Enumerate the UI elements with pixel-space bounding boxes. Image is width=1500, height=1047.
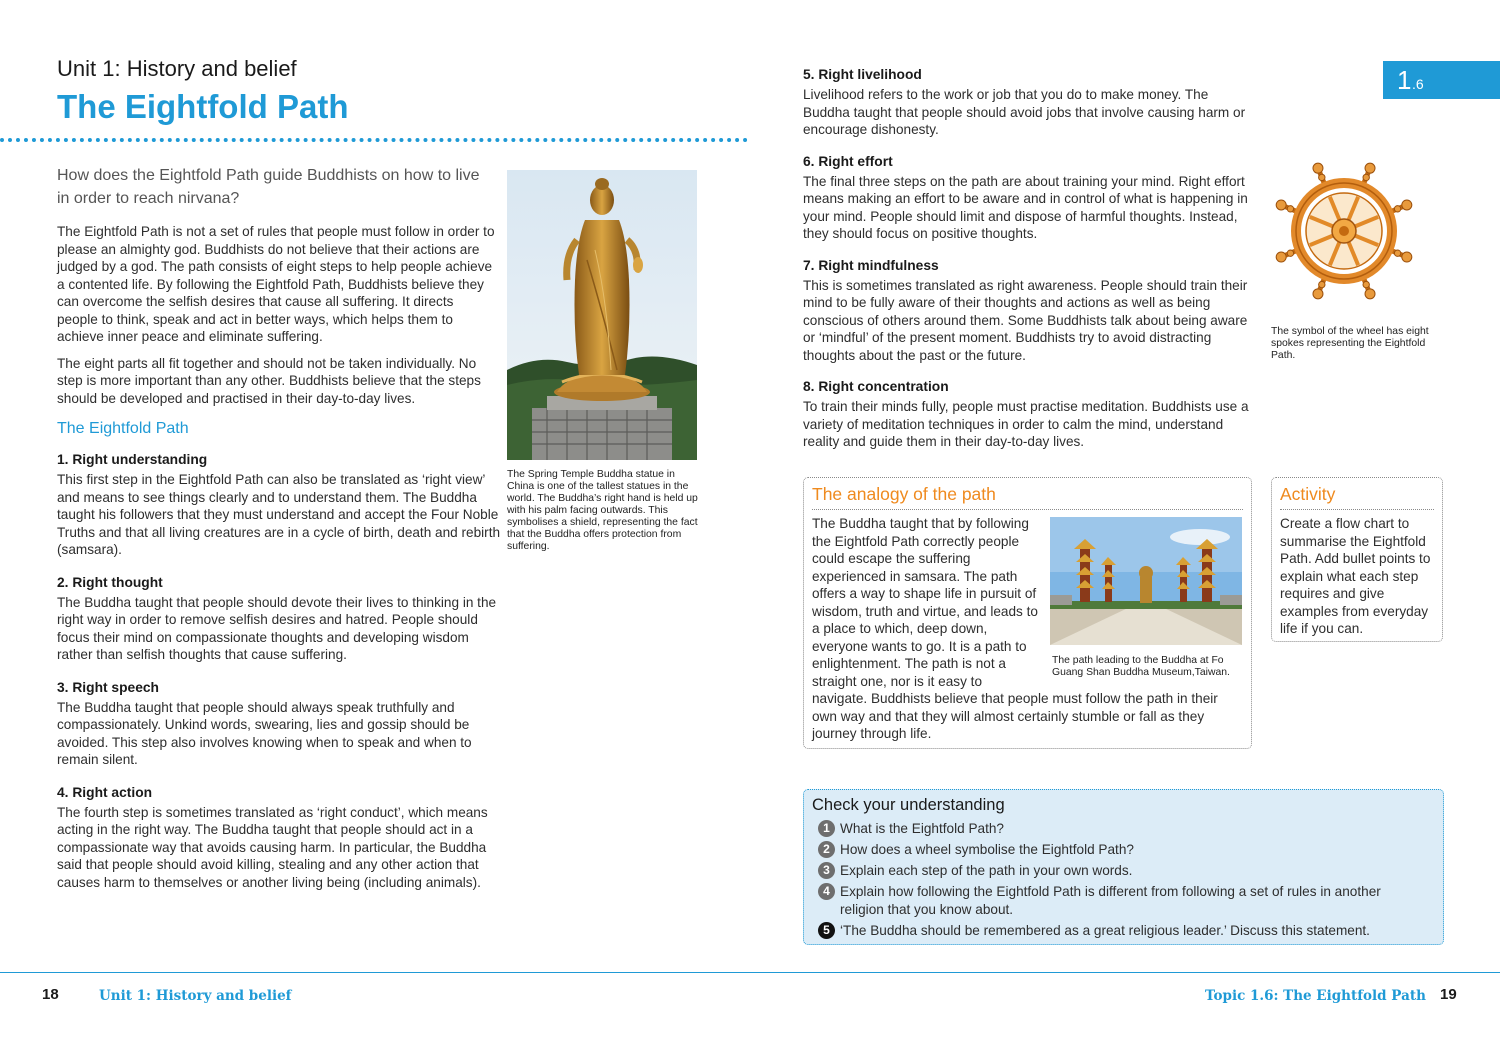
intro-text [57, 223, 497, 416]
buddha-statue-photo [507, 170, 697, 460]
step-text: Livelihood refers to the work or job that you do to make money. The Buddha taught that people should avoid jobs that involve causing harm or encourage dishonesty. [803, 87, 1246, 137]
question-number: 5 [818, 922, 835, 939]
step-4 [57, 785, 502, 892]
page-number-left: 18 [42, 986, 59, 1003]
question-text: Explain how following the Eightfold Path is different from following a set of rules in another religion that you know about. [840, 884, 1381, 917]
step-title: 6. Right effort [803, 153, 893, 169]
step-title: 8. Right concentration [803, 379, 949, 394]
step-5 [803, 67, 1258, 139]
analogy-paragraph: The Buddha taught that by following the Eightfold Path correctly people could escape the suffering experienced in samsara. The path offers a way to shape life in pursuit of wisdom, truth and virtue, and leads to a place to which, deep down, everyone wants to go. It is a path to enlightenment. The path is not a straight one, nor is it easy to navigate. Buddhists believe that people must follow the path in their own way and that they will almost certainly stumble or fall as they journey through life. [812, 516, 1218, 741]
step-title: 1. Right understanding [57, 452, 208, 467]
step-text: The fourth step is sometimes translated as ‘right conduct’, which means acting in the right way. The Buddha taught that people should act in a compassionate way that avoids causing harm. In particular, the Buddha said that people should avoid killing, stealing and any other action that causes harm to themselves or another living being (including animals). [57, 804, 488, 890]
step-text: This first step in the Eightfold Path can also be translated as ‘right view’ and means to see things clearly and to understand them. The Buddha taught his followers that they must understand and accept the Four Noble Truths and that all living creatures are in a cycle of birth, death and rebirth (samsara). [57, 472, 501, 557]
step-text: To train their minds fully, people must practise meditation. Buddhists use a variety of meditation techniques in order to calm the mind, understand reality and guide them in their day-to-day lives. [803, 399, 1249, 449]
analogy-divider [812, 509, 1243, 510]
step-1 [57, 452, 502, 559]
step-8 [803, 379, 1258, 451]
check-title: Check your understanding [812, 796, 1005, 814]
intro-paragraph: The Eightfold Path is not a set of rules that people must follow in order to please an almighty god. Buddhists do not believe that their actions are judged by a god. The path consists of eight steps to help people achieve a contented life. By following the Eightfold Path, Buddhists believe they can overcome the selfish desires that cause all suffering. It directs people to think, speak and act in better ways, which helps them to achieve inner peace and eliminate suffering. [57, 224, 495, 344]
steps-left-column [57, 452, 502, 907]
dotted-divider [0, 138, 748, 142]
step-title: 4. Right action [57, 784, 153, 800]
activity-divider [1280, 509, 1434, 510]
question-text: What is the Eightfold Path? [840, 821, 1004, 836]
intro-paragraph: The eight parts all fit together and should not be taken individually. No step is more important than any other. Buddhists believe that the steps should be developed and practised in their day-to-day lives. [57, 355, 481, 406]
section-heading: The Eightfold Path [57, 420, 189, 437]
step-3 [57, 680, 502, 769]
temple-caption: The path leading to the Buddha at Fo Guang Shan Buddha Museum,Taiwan. [1052, 655, 1230, 678]
step-2 [57, 575, 502, 664]
activity-title: Activity [1280, 484, 1336, 504]
statue-caption: The Spring Temple Buddha statue in China is one of the tallest statues in the world. The Buddha’s right hand is held up with his palm facing outwards. This symbolises a shield, representing the fact that the Buddha offers protection from suffering. [507, 469, 698, 552]
step-text: The Buddha taught that people should always speak truthfully and compassionately. Unkind words, swearing, lies and gossip should be avoided. This step also involves knowing when to speak and when to remain silent. [57, 699, 472, 767]
question-text: Explain each step of the path in your own words. [840, 863, 1133, 878]
question-item [818, 862, 1428, 880]
question-number: 4 [818, 883, 835, 900]
wheel-caption: The symbol of the wheel has eight spokes representing the Eightfold Path. [1271, 326, 1429, 361]
dharma-wheel-icon [1268, 155, 1420, 307]
question-list [818, 820, 1428, 943]
step-title: 2. Right thought [57, 574, 163, 590]
badge-number: 1 [1397, 65, 1412, 95]
step-title: 7. Right mindfulness [803, 257, 939, 273]
question-number: 2 [818, 841, 835, 858]
badge-subnumber: .6 [1412, 76, 1424, 92]
step-7 [803, 258, 1258, 365]
question-item [818, 841, 1428, 859]
analogy-content [812, 515, 1242, 743]
question-number: 1 [818, 820, 835, 837]
key-question: How does the Eightfold Path guide Buddhists on how to live in order to reach nirvana? [57, 167, 480, 207]
activity-text: Create a flow chart to summarise the Eightfold Path. Add bullet points to explain what each step requires and give examples from everyday life if you can. [1280, 516, 1431, 636]
activity-box [1271, 477, 1443, 642]
step-text: The final three steps on the path are about training your mind. Right effort means making an effort to be aware and in control of what is happening in your mind. People should limit and dispose of harmful thoughts. Instead, they should focus on positive thoughts. [803, 173, 1248, 241]
unit-title: Unit 1: History and belief [57, 56, 297, 81]
footer-unit-label: Unit 1: History and belief [99, 988, 292, 1004]
step-6 [803, 154, 1258, 243]
analogy-box [803, 477, 1252, 749]
question-item [818, 820, 1428, 838]
page-title: The Eightfold Path [57, 88, 349, 125]
question-number: 3 [818, 862, 835, 879]
topic-badge [1383, 61, 1500, 99]
step-text: This is sometimes translated as right awareness. People should train their mind to be fully aware of their thoughts and actions as well as being conscious of others around them. Some Buddhists talk about being aware or ‘mindful’ of the present moment. Buddhists try to avoid distracting thoughts about the past or the future. [803, 277, 1248, 363]
footer-divider [0, 972, 1500, 973]
step-text: The Buddha taught that people should devote their lives to thinking in the right way in order to remove selfish desires and hatred. People should focus their mind on compassionate thoughts and developing wisdom rather than selfish thoughts that cause suffering. [57, 594, 497, 662]
question-text: How does a wheel symbolise the Eightfold Path? [840, 842, 1134, 857]
analogy-title: The analogy of the path [812, 484, 996, 504]
check-understanding-box [803, 789, 1444, 945]
question-item [818, 922, 1428, 940]
steps-right-column [803, 67, 1258, 466]
temple-path-photo [1050, 517, 1242, 645]
footer-topic-label: Topic 1.6: The Eightfold Path [1205, 988, 1426, 1004]
question-item [818, 883, 1428, 918]
question-text: ‘The Buddha should be remembered as a great religious leader.’ Discuss this statement. [840, 922, 1370, 938]
step-title: 5. Right livelihood [803, 67, 922, 82]
step-title: 3. Right speech [57, 679, 159, 695]
page-number-right: 19 [1440, 986, 1457, 1003]
